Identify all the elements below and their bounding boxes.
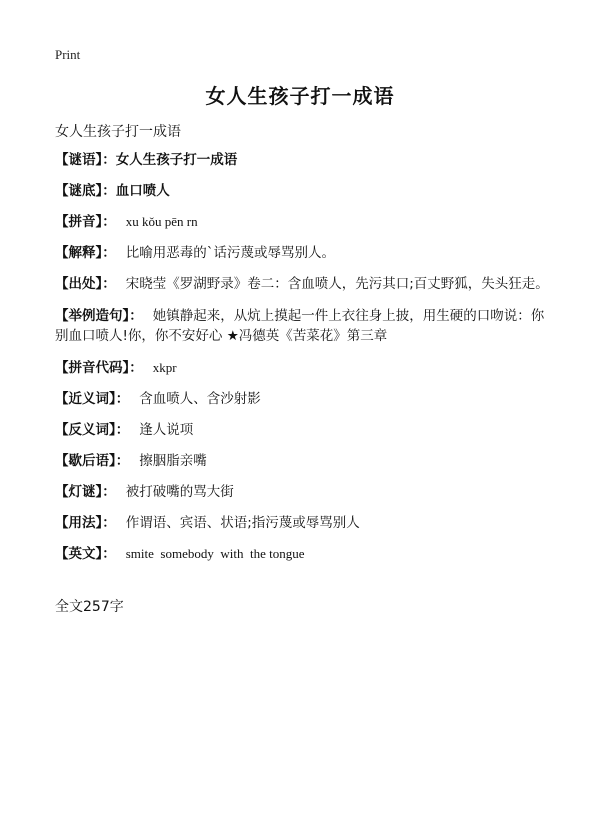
entry-value: 被打破嘴的骂大街 xyxy=(125,484,234,500)
entry-label: 【解释】： xyxy=(55,245,116,261)
print-label[interactable]: Print xyxy=(55,47,81,62)
entry-value: xkpr xyxy=(152,360,177,375)
entry-label: 【灯谜】： xyxy=(55,484,116,500)
entry-synonyms xyxy=(55,389,550,409)
entry-label: 【近义词】： xyxy=(55,391,130,407)
word-count: 全文257字 xyxy=(55,599,124,615)
entry-label: 【谜底】： xyxy=(55,183,116,199)
entry-pinyin-code xyxy=(55,358,550,378)
subtitle: 女人生孩子打一成语 xyxy=(55,124,181,140)
entry-label: 【拼音】： xyxy=(55,214,116,230)
entry-value: 作谓语、宾语、状语;指污蔑或辱骂别人 xyxy=(125,515,360,531)
entry-label: 【出处】： xyxy=(55,276,116,292)
entry-label: 【谜语】： xyxy=(55,152,116,168)
entry-label: 【歇后语】： xyxy=(55,453,130,469)
entry-riddle xyxy=(55,150,550,170)
entry-value: 含血喷人、含沙射影 xyxy=(139,391,261,407)
entry-value: 擦胭脂亲嘴 xyxy=(139,453,207,469)
page-title: 女人生孩子打一成语 xyxy=(205,84,395,108)
entry-value: 逢人说项 xyxy=(139,422,194,438)
entry-usage xyxy=(55,513,550,533)
entry-explanation xyxy=(55,243,550,263)
entry-antonyms xyxy=(55,420,550,440)
entry-example xyxy=(55,306,550,346)
entry-label: 【反义词】： xyxy=(55,422,130,438)
entry-value: 血口喷人 xyxy=(115,183,170,199)
entry-value: 女人生孩子打一成语 xyxy=(115,152,238,168)
entry-label: 【用法】： xyxy=(55,515,116,531)
entry-list xyxy=(55,150,550,575)
entry-label: 【举例造句】： xyxy=(55,308,143,324)
entry-label: 【拼音代码】： xyxy=(55,360,143,376)
entry-english xyxy=(55,544,550,564)
entry-answer xyxy=(55,181,550,201)
entry-value: smite somebody with the tongue xyxy=(125,546,305,561)
entry-pinyin xyxy=(55,212,550,232)
entry-value: xu kǒu pēn rn xyxy=(125,214,198,229)
entry-label: 【英文】： xyxy=(55,546,116,562)
entry-xiehouyu xyxy=(55,451,550,471)
entry-value: 宋晓莹《罗湖野录》卷二：含血喷人，先污其口;百丈野狐，失头狂走。 xyxy=(125,276,549,292)
entry-value: 比喻用恶毒的`话污蔑或辱骂别人。 xyxy=(125,245,335,261)
entry-source xyxy=(55,274,550,294)
entry-lantern-riddle xyxy=(55,482,550,502)
entry-value: 她镇静起来，从炕上摸起一件上衣往身上披，用生硬的口吻说：你别血口喷人!你，你不安好心 ★冯德英《苦菜花》第三章 xyxy=(55,308,545,344)
